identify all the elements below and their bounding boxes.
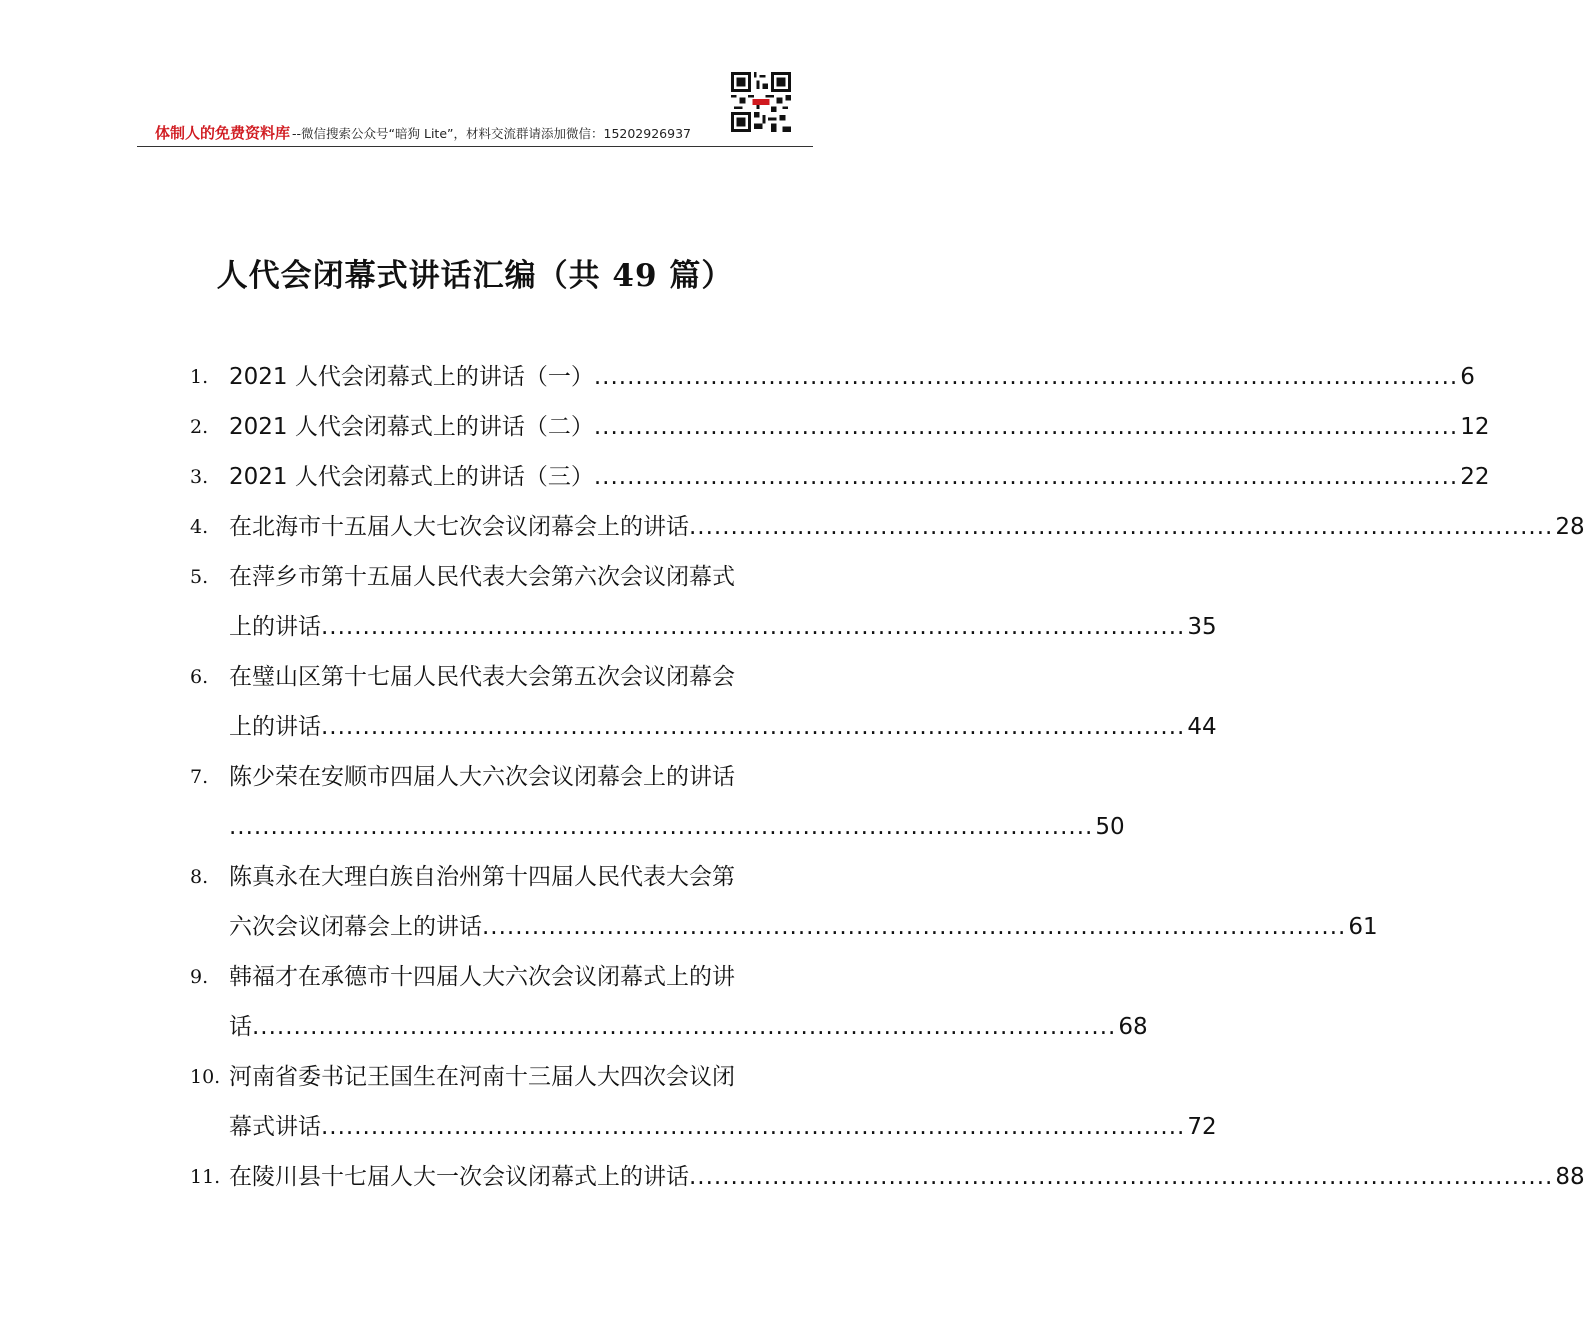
toc-entry-title: 在北海市十五届人大七次会议闭幕会上的讲话 (229, 514, 689, 540)
dot-leader: ........................................................................................................ (689, 1164, 1554, 1190)
header-note: --微信搜索公众号“暗狗 Lite”，材料交流群请添加微信：15202926937 (292, 126, 691, 141)
document-header (137, 72, 813, 147)
toc-page-number: 22 (1460, 464, 1490, 490)
toc-entry-title: 河南省委书记王国生在河南十三届人大四次会议闭 (229, 1064, 735, 1090)
toc-entry[interactable] (190, 952, 1148, 1052)
dot-leader: ........................................................................................................ (321, 614, 1186, 640)
toc-page-number: 88 (1555, 1164, 1585, 1190)
toc-entry-title-continued: 六次会议闭幕会上的讲话 (229, 914, 482, 940)
brand-name: 体制人的免费资料库 (155, 124, 291, 142)
dot-leader: ........................................................................................................ (321, 714, 1186, 740)
toc-entry-title: 2021 人代会闭幕式上的讲话（一） (229, 364, 594, 390)
dot-leader: ........................................................................................................ (229, 814, 1094, 840)
toc-entry-number: 7. (190, 766, 209, 788)
toc-page-number: 44 (1187, 714, 1217, 740)
toc-entry-title: 在璧山区第十七届人民代表大会第五次会议闭幕会 (229, 664, 735, 690)
dot-leader: ........................................................................................................ (593, 364, 1459, 390)
toc-entry-number: 8. (190, 866, 209, 888)
toc-entry-number: 3. (190, 466, 209, 488)
toc-entry-title: 2021 人代会闭幕式上的讲话（三） (229, 464, 594, 490)
toc-page-number: 61 (1348, 914, 1378, 940)
toc-page-number: 72 (1187, 1114, 1217, 1140)
toc-entry[interactable] (190, 552, 1217, 652)
toc-entry-title: 陈少荣在安顺市四届人大六次会议闭幕会上的讲话 (229, 764, 735, 790)
toc-entry-title: 在萍乡市第十五届人民代表大会第六次会议闭幕式 (229, 564, 735, 590)
toc-entry-number: 1. (190, 366, 209, 388)
toc-page-number: 28 (1555, 514, 1585, 540)
toc-entry-title: 在陵川县十七届人大一次会议闭幕式上的讲话 (229, 1164, 689, 1190)
toc-entry[interactable] (190, 352, 1475, 402)
dot-leader: ........................................................................................................ (593, 464, 1459, 490)
toc-entry[interactable] (190, 1152, 1585, 1202)
toc-entry[interactable] (190, 452, 1490, 502)
dot-leader: ........................................................................................................ (689, 514, 1554, 540)
toc-entry-number: 11. (190, 1166, 221, 1188)
toc-entry-number: 9. (190, 966, 209, 988)
toc-entry-title: 2021 人代会闭幕式上的讲话（二） (229, 414, 594, 440)
toc-entry[interactable] (190, 402, 1490, 452)
toc-entry-title-continued: 上的讲话 (229, 714, 321, 740)
dot-leader: ........................................................................................................ (252, 1014, 1117, 1040)
toc-entry-title-continued: 幕式讲话 (229, 1114, 321, 1140)
toc-entry-number: 4. (190, 516, 209, 538)
header-line (155, 122, 691, 143)
toc-page-number: 6 (1460, 364, 1475, 390)
toc-entry-number: 6. (190, 666, 209, 688)
toc-entry-number: 10. (190, 1066, 221, 1088)
table-of-contents (190, 352, 1585, 1202)
dot-leader: ........................................................................................................ (593, 414, 1459, 440)
toc-page-number: 50 (1095, 814, 1125, 840)
toc-entry-title: 韩福才在承德市十四届人大六次会议闭幕式上的讲 (229, 964, 735, 990)
toc-page-number: 68 (1118, 1014, 1148, 1040)
toc-entry[interactable] (190, 752, 1125, 852)
toc-entry-number: 2. (190, 416, 209, 438)
toc-entry[interactable] (190, 1052, 1217, 1152)
toc-entry-title-continued: 上的讲话 (229, 614, 321, 640)
toc-page-number: 35 (1187, 614, 1217, 640)
toc-entry[interactable] (190, 852, 1378, 952)
qr-code-icon (731, 72, 791, 132)
document-title: 人代会闭幕式讲话汇编（共 49 篇） (216, 258, 734, 294)
toc-entry-title-continued: 话 (229, 1014, 252, 1040)
toc-page-number: 12 (1460, 414, 1490, 440)
toc-entry[interactable] (190, 652, 1217, 752)
toc-entry[interactable] (190, 502, 1585, 552)
toc-entry-title: 陈真永在大理白族自治州第十四届人民代表大会第 (229, 864, 735, 890)
dot-leader: ........................................................................................................ (321, 1114, 1186, 1140)
dot-leader: ........................................................................................................ (482, 914, 1347, 940)
toc-entry-number: 5. (190, 566, 209, 588)
